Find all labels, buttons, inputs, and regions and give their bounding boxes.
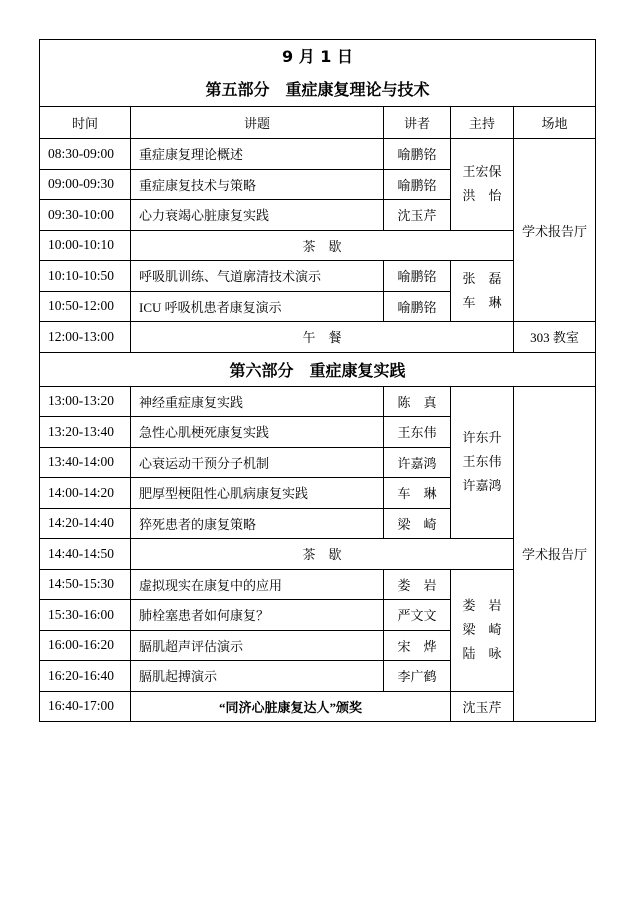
host-name: 梁 崎 xyxy=(462,622,502,637)
table-row xyxy=(40,386,596,417)
header-row xyxy=(40,107,596,139)
host-name: 车 琳 xyxy=(462,295,502,310)
host-name: 许东升 xyxy=(462,430,502,446)
session-topic: 肥厚型梗阻性心肌病康复实践 xyxy=(131,478,384,509)
host-group xyxy=(451,261,514,322)
award-host: 沈玉芹 xyxy=(451,691,514,722)
host-group xyxy=(451,386,514,539)
header-speaker: 讲者 xyxy=(384,107,451,139)
session-time: 16:20-16:40 xyxy=(40,661,131,692)
header-venue: 场地 xyxy=(514,107,596,139)
table-row xyxy=(40,569,596,600)
session-topic: 膈肌起搏演示 xyxy=(131,661,384,692)
tea-break-label: 茶 歇 xyxy=(131,230,514,261)
section-row xyxy=(40,352,596,386)
session-topic: 心力衰竭心脏康复实践 xyxy=(131,200,384,231)
session-speaker: 陈 真 xyxy=(384,386,451,417)
session-speaker: 宋 烨 xyxy=(384,630,451,661)
session-time: 10:50-12:00 xyxy=(40,291,131,322)
table-row xyxy=(40,261,596,292)
break-row xyxy=(40,539,596,570)
host-name: 洪 怡 xyxy=(462,188,502,204)
header-host: 主持 xyxy=(451,107,514,139)
host-name: 陆 咏 xyxy=(462,646,502,661)
session-speaker: 梁 崎 xyxy=(384,508,451,539)
session-speaker: 喻鹏铭 xyxy=(384,261,451,292)
session-time: 08:30-09:00 xyxy=(40,139,131,170)
session-time: 16:40-17:00 xyxy=(40,691,131,722)
title-cell xyxy=(40,40,596,107)
host-name: 许嘉鸿 xyxy=(462,478,502,494)
session-speaker: 李广鹤 xyxy=(384,661,451,692)
session-time: 09:00-09:30 xyxy=(40,169,131,200)
host-name: 王宏保 xyxy=(462,164,502,180)
session-speaker: 喻鹏铭 xyxy=(384,291,451,322)
session-topic: 膈肌超声评估演示 xyxy=(131,630,384,661)
session-speaker: 沈玉芹 xyxy=(384,200,451,231)
session-speaker: 喻鹏铭 xyxy=(384,169,451,200)
table-row xyxy=(40,139,596,170)
session-topic: 肺栓塞患者如何康复？ xyxy=(131,600,384,631)
host-group xyxy=(451,569,514,691)
part6-title: 第六部分 重症康复实践 xyxy=(40,352,596,386)
award-label: “同济心脏康复达人”颁奖 xyxy=(131,691,451,722)
schedule-table xyxy=(39,39,596,722)
session-speaker: 娄 岩 xyxy=(384,569,451,600)
session-topic: 虚拟现实在康复中的应用 xyxy=(131,569,384,600)
session-time: 14:20-14:40 xyxy=(40,508,131,539)
header-topic: 讲题 xyxy=(131,107,384,139)
session-speaker: 车 琳 xyxy=(384,478,451,509)
date-title: 9 月 1 日 xyxy=(282,47,353,66)
award-row xyxy=(40,691,596,722)
session-time: 13:20-13:40 xyxy=(40,417,131,448)
lunch-row xyxy=(40,322,596,353)
session-topic: 神经重症康复实践 xyxy=(131,386,384,417)
session-time: 15:30-16:00 xyxy=(40,600,131,631)
lunch-venue: 303 教室 xyxy=(514,322,596,353)
session-topic: ICU 呼吸机患者康复演示 xyxy=(131,291,384,322)
host-name: 张 磊 xyxy=(462,271,502,286)
host-group xyxy=(451,139,514,231)
session-topic: 猝死患者的康复策略 xyxy=(131,508,384,539)
part5-title: 第五部分 重症康复理论与技术 xyxy=(205,80,430,99)
title-row xyxy=(40,40,596,107)
session-topic: 呼吸肌训练、气道廓清技术演示 xyxy=(131,261,384,292)
venue-cell: 学术报告厅 xyxy=(514,386,596,722)
tea-break-label: 茶 歇 xyxy=(131,539,514,570)
session-speaker: 王东伟 xyxy=(384,417,451,448)
header-time: 时间 xyxy=(40,107,131,139)
venue-cell: 学术报告厅 xyxy=(514,139,596,322)
session-speaker: 许嘉鸿 xyxy=(384,447,451,478)
session-topic: 心衰运动干预分子机制 xyxy=(131,447,384,478)
session-time: 13:40-14:00 xyxy=(40,447,131,478)
session-time: 14:50-15:30 xyxy=(40,569,131,600)
lunch-time: 12:00-13:00 xyxy=(40,322,131,353)
session-time: 09:30-10:00 xyxy=(40,200,131,231)
session-time: 14:40-14:50 xyxy=(40,539,131,570)
session-speaker: 喻鹏铭 xyxy=(384,139,451,170)
session-topic: 急性心肌梗死康复实践 xyxy=(131,417,384,448)
host-name: 王东伟 xyxy=(462,454,502,470)
session-topic: 重症康复理论概述 xyxy=(131,139,384,170)
session-speaker: 严文文 xyxy=(384,600,451,631)
host-name: 娄 岩 xyxy=(462,598,502,613)
session-time: 10:10-10:50 xyxy=(40,261,131,292)
session-time: 14:00-14:20 xyxy=(40,478,131,509)
session-topic: 重症康复技术与策略 xyxy=(131,169,384,200)
break-row xyxy=(40,230,596,261)
session-time: 10:00-10:10 xyxy=(40,230,131,261)
session-time: 16:00-16:20 xyxy=(40,630,131,661)
lunch-label: 午 餐 xyxy=(131,322,514,353)
session-time: 13:00-13:20 xyxy=(40,386,131,417)
